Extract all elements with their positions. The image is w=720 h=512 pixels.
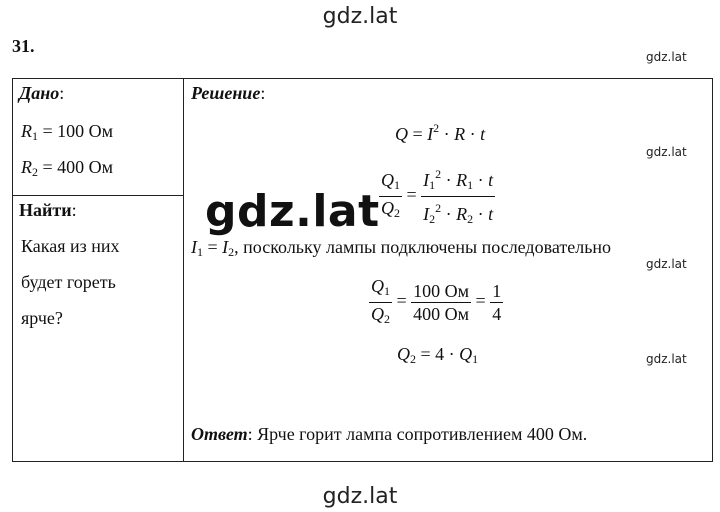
- formula-joule: $Q = I^2 \cdot R \cdot t$: [395, 121, 486, 144]
- given-r2: $R_2 = 400$ Ом: [21, 157, 114, 179]
- resistance-ratio: $\frac{Q_1}{Q_2}$ = $\frac{100 Ом}{400 Ом}$ = $\frac{1}{4}$: [371, 276, 502, 326]
- watermark-center: gdz.lat: [205, 186, 380, 237]
- problem-number: 31.: [12, 36, 35, 56]
- find-line-1: Какая из них: [21, 236, 120, 256]
- watermark-side-3: gdz.lat: [646, 257, 687, 271]
- watermark-side-2: gdz.lat: [646, 145, 687, 159]
- given-section: [13, 79, 184, 196]
- given-heading: Дано:: [19, 83, 65, 103]
- watermark-bottom: gdz.lat: [322, 484, 398, 509]
- watermark-top: gdz.lat: [322, 4, 398, 29]
- watermark-side-4: gdz.lat: [646, 352, 687, 366]
- given-r1: $R_1 = 100$ Ом: [21, 121, 114, 143]
- find-heading: Найти:: [19, 200, 77, 220]
- left-column: [13, 79, 184, 461]
- find-line-2: будет гореть: [21, 272, 116, 292]
- current-equality: $I_1 = I_2$, поскольку лампы подключены последовательно: [191, 237, 612, 259]
- find-line-3: ярче?: [21, 308, 63, 328]
- solution-table: [12, 78, 713, 462]
- answer-line: Ответ: Ярче горит лампа сопротивлением 400 Ом.: [191, 424, 588, 444]
- formula-ratio: $\frac{Q_1}{Q_2}$ = $\frac{I_1^2 \cdot R_1 \cdot t}{I_2^2 \cdot R_2 \cdot t}$: [379, 163, 495, 230]
- solution-heading: Решение:: [191, 83, 266, 103]
- watermark-side-1: gdz.lat: [646, 50, 687, 64]
- final-formula: $Q_2 = 4 \cdot Q_1$: [397, 344, 479, 366]
